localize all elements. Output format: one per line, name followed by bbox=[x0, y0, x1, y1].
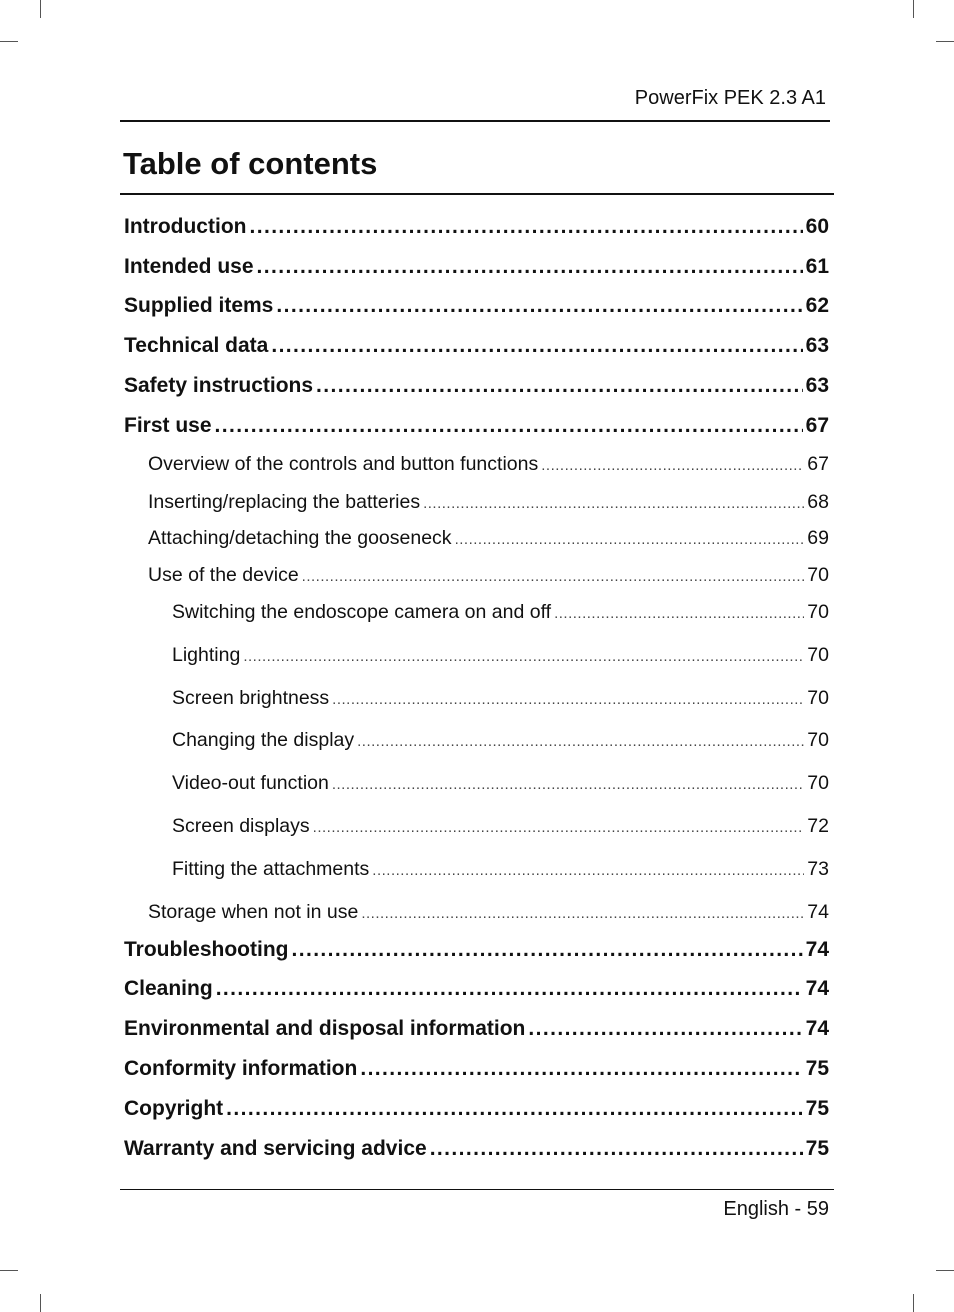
toc-entry[interactable] bbox=[124, 414, 829, 438]
toc-entry-label: Inserting/replacing the batteries bbox=[148, 491, 421, 513]
toc-entry[interactable] bbox=[148, 901, 829, 924]
crop-mark bbox=[936, 41, 954, 42]
toc-entry-page: 70 bbox=[807, 687, 829, 709]
dot-leader bbox=[332, 691, 804, 708]
toc-entry-label: Troubleshooting bbox=[124, 938, 289, 961]
toc-entry-page: 62 bbox=[805, 294, 829, 317]
toc-entry-page: 70 bbox=[807, 729, 829, 751]
toc-entry-label: Video-out function bbox=[172, 772, 329, 794]
toc-entry-page: 69 bbox=[807, 527, 829, 549]
running-header: PowerFix PEK 2.3 A1 bbox=[634, 87, 826, 109]
toc-entry-label: Switching the endoscope camera on and off bbox=[172, 601, 552, 623]
toc-entry-page: 74 bbox=[805, 938, 829, 961]
toc-entry-page: 74 bbox=[805, 1017, 829, 1040]
dot-leader bbox=[302, 568, 805, 585]
toc-entry-page: 74 bbox=[807, 901, 829, 923]
toc-entry-label: Intended use bbox=[124, 255, 254, 278]
toc-entry-page: 70 bbox=[807, 601, 829, 623]
toc-entry-page: 73 bbox=[807, 858, 829, 880]
toc-entry[interactable] bbox=[124, 1057, 829, 1081]
crop-mark bbox=[913, 0, 914, 18]
dot-leader bbox=[423, 495, 804, 512]
header-rule bbox=[120, 120, 830, 122]
toc-entry-page: 75 bbox=[805, 1057, 829, 1080]
toc-entry-page: 70 bbox=[807, 564, 829, 586]
toc-entry-page: 74 bbox=[805, 977, 829, 1000]
dot-leader bbox=[332, 776, 804, 793]
toc-entry[interactable] bbox=[148, 564, 829, 587]
dot-leader bbox=[276, 294, 802, 318]
toc-entry[interactable] bbox=[172, 687, 829, 710]
toc-entry[interactable] bbox=[124, 255, 829, 279]
page-title: Table of contents bbox=[123, 146, 378, 181]
toc-entry[interactable] bbox=[148, 453, 829, 476]
dot-leader bbox=[528, 1017, 802, 1041]
toc-entry[interactable] bbox=[172, 815, 829, 838]
toc-entry-label: Conformity information bbox=[124, 1057, 358, 1080]
toc-entry-label: Changing the display bbox=[172, 729, 355, 751]
toc-entry-label: Introduction bbox=[124, 215, 247, 238]
toc-entry[interactable] bbox=[124, 938, 829, 962]
toc-entry-page: 70 bbox=[807, 772, 829, 794]
toc-entry[interactable] bbox=[124, 1137, 829, 1161]
toc-entry[interactable] bbox=[124, 1097, 829, 1121]
toc-entry[interactable] bbox=[148, 527, 829, 550]
dot-leader bbox=[554, 605, 804, 622]
dot-leader bbox=[243, 648, 804, 665]
toc-entry-label: Safety instructions bbox=[124, 374, 314, 397]
dot-leader bbox=[257, 255, 803, 279]
toc-entry-page: 63 bbox=[805, 374, 829, 397]
toc-entry[interactable] bbox=[172, 729, 829, 752]
toc-entry-label: Supplied items bbox=[124, 294, 274, 317]
toc-entry-page: 60 bbox=[805, 215, 829, 238]
toc-entry[interactable] bbox=[172, 644, 829, 667]
dot-leader bbox=[226, 1097, 802, 1121]
dot-leader bbox=[215, 414, 803, 438]
toc-entry-label: Use of the device bbox=[148, 564, 299, 586]
toc-entry-label: First use bbox=[124, 414, 212, 437]
toc-entry-page: 67 bbox=[805, 414, 829, 437]
toc-entry-label: Warranty and servicing advice bbox=[124, 1137, 427, 1160]
toc-entry-page: 61 bbox=[805, 255, 829, 278]
toc-entry-label: Overview of the controls and button functions bbox=[148, 453, 539, 475]
toc-entry-page: 68 bbox=[807, 491, 829, 513]
toc-entry-page: 75 bbox=[805, 1097, 829, 1120]
toc-entry-label: Storage when not in use bbox=[148, 901, 359, 923]
dot-leader bbox=[216, 977, 803, 1001]
page-number: English - 59 bbox=[723, 1198, 829, 1220]
toc-entry[interactable] bbox=[148, 491, 829, 514]
toc-entry[interactable] bbox=[124, 294, 829, 318]
dot-leader bbox=[361, 905, 804, 922]
toc-entry-page: 67 bbox=[807, 453, 829, 475]
dot-leader bbox=[316, 374, 803, 398]
toc-entry[interactable] bbox=[172, 601, 829, 624]
dot-leader bbox=[249, 215, 802, 239]
toc-entry-label: Cleaning bbox=[124, 977, 213, 1000]
toc-entry[interactable] bbox=[124, 977, 829, 1001]
toc-entry-page: 70 bbox=[807, 644, 829, 666]
toc-entry-page: 72 bbox=[807, 815, 829, 837]
toc-entry-page: 75 bbox=[805, 1137, 829, 1160]
dot-leader bbox=[430, 1137, 803, 1161]
toc-entry-label: Copyright bbox=[124, 1097, 224, 1120]
toc-entry[interactable] bbox=[124, 215, 829, 239]
dot-leader bbox=[291, 938, 802, 962]
toc-entry-label: Screen brightness bbox=[172, 687, 330, 709]
title-rule bbox=[120, 193, 834, 195]
toc-entry[interactable] bbox=[124, 1017, 829, 1041]
toc-entry-label: Fitting the attachments bbox=[172, 858, 370, 880]
toc-entry-label: Attaching/detaching the gooseneck bbox=[148, 527, 452, 549]
toc-entry[interactable] bbox=[172, 858, 829, 881]
footer-rule bbox=[120, 1189, 834, 1190]
crop-mark bbox=[40, 1294, 41, 1312]
dot-leader bbox=[271, 334, 802, 358]
dot-leader bbox=[455, 531, 805, 548]
crop-mark bbox=[913, 1294, 914, 1312]
dot-leader bbox=[541, 457, 804, 474]
dot-leader bbox=[360, 1057, 802, 1081]
toc-entry-label: Lighting bbox=[172, 644, 241, 666]
dot-leader bbox=[372, 862, 804, 879]
crop-mark bbox=[0, 1270, 18, 1271]
toc-entry[interactable] bbox=[124, 374, 829, 398]
dot-leader bbox=[313, 819, 805, 836]
crop-mark bbox=[0, 41, 18, 42]
toc-entry-label: Environmental and disposal information bbox=[124, 1017, 526, 1040]
crop-mark bbox=[40, 0, 41, 18]
toc-entry-label: Screen displays bbox=[172, 815, 310, 837]
toc-entry-page: 63 bbox=[805, 334, 829, 357]
dot-leader bbox=[357, 733, 804, 750]
toc-entry[interactable] bbox=[124, 334, 829, 358]
toc-entry[interactable] bbox=[172, 772, 829, 795]
toc-entry-label: Technical data bbox=[124, 334, 269, 357]
crop-mark bbox=[936, 1270, 954, 1271]
